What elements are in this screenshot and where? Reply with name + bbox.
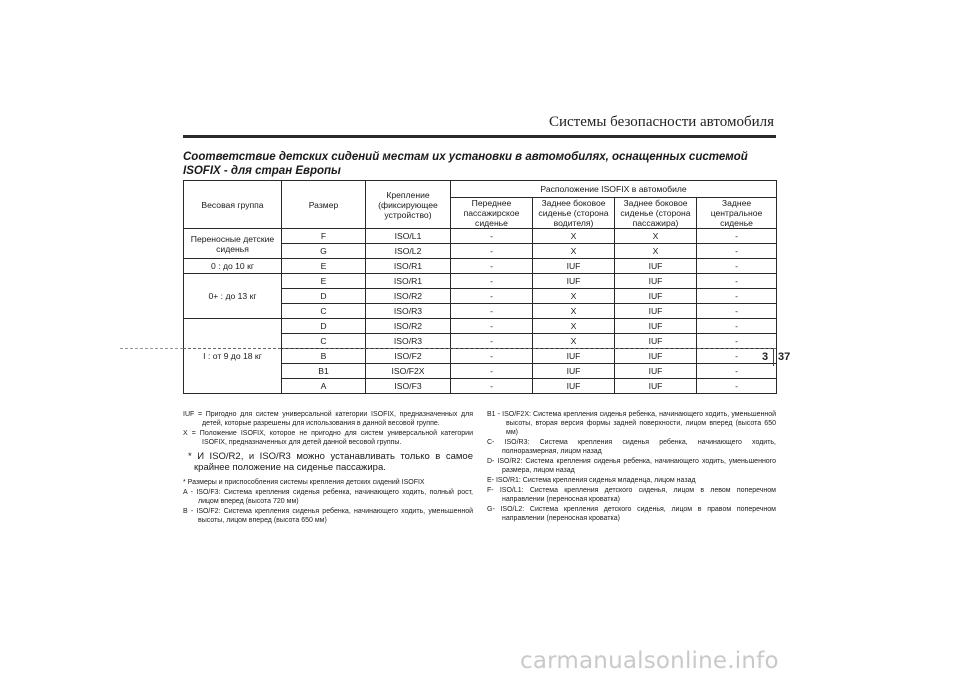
size-cell: G [282, 244, 366, 259]
isofix-compatibility-table [183, 180, 777, 394]
weight-group-cell: 0+ : до 13 кг [184, 274, 282, 319]
value-cell: X [533, 319, 615, 334]
value-cell: IUF [533, 349, 615, 364]
value-cell: IUF [615, 274, 697, 289]
value-cell: IUF [533, 364, 615, 379]
fixture-cell: ISO/F3 [366, 379, 451, 394]
value-cell: IUF [615, 319, 697, 334]
size-cell: A [282, 379, 366, 394]
value-cell: IUF [615, 349, 697, 364]
header-location: Расположение ISOFIX в автомобиле [451, 181, 777, 198]
value-cell: - [697, 349, 777, 364]
value-cell: - [697, 334, 777, 349]
fixture-cell: ISO/R2 [366, 319, 451, 334]
page-number-divider [773, 349, 774, 366]
legend-size-a: A - ISO/F3: Система крепления сиденья ребенка, начинающего ходить, полный рост, лицом вперед (высота 720 мм) [183, 489, 473, 505]
fixture-cell: ISO/R3 [366, 334, 451, 349]
value-cell: - [451, 244, 533, 259]
table-row [184, 259, 777, 274]
size-cell: C [282, 334, 366, 349]
value-cell: - [451, 349, 533, 364]
value-cell: X [533, 289, 615, 304]
legend-size-b1: B1 - ISO/F2X: Система крепления сиденья ребенка, начинающего ходить, уменьшенной высоты, вторая версия формы задней поверхности, лицом вперед (высота 650 мм) [487, 411, 776, 436]
table-row [184, 229, 777, 244]
value-cell: - [451, 289, 533, 304]
value-cell: IUF [615, 304, 697, 319]
header-size: Размер [282, 181, 366, 229]
legend-size-d: D- ISO/R2: Система крепления сиденья ребенка, начинающего ходить, уменьшенного размера, лицом назад [487, 458, 776, 474]
fixture-cell: ISO/F2 [366, 349, 451, 364]
value-cell: - [697, 229, 777, 244]
footer-rule-left [120, 348, 183, 349]
legend-size-g: G- ISO/L2: Система крепления детского сиденья, лицом в правом поперечном направлении (переносная кроватка) [487, 506, 776, 522]
value-cell: IUF [533, 274, 615, 289]
page-number: 37 [778, 351, 791, 363]
fixture-cell: ISO/F2X [366, 364, 451, 379]
fixture-cell: ISO/R1 [366, 259, 451, 274]
value-cell: - [697, 304, 777, 319]
size-cell: E [282, 274, 366, 289]
size-cell: F [282, 229, 366, 244]
legend-size-b: B - ISO/F2: Система крепления сиденья ребенка, начинающего ходить, уменьшенной высоты, лицом вперед (высота 650 мм) [183, 508, 473, 524]
legend-iuf: IUF = Пригодно для систем универсальной категории ISOFIX, предназначенных для детей, которые разрешены для использования в данной весовой группе. [183, 411, 473, 427]
header-front-passenger: Переднее пассажирское сиденье [451, 198, 533, 229]
header-rear-driver-side: Заднее боковое сиденье (сторона водителя) [533, 198, 615, 229]
value-cell: - [451, 259, 533, 274]
legend-size-c: C- ISO/R3: Система крепления сиденья ребенка, начинающего ходить, полноразмерная, лицом назад [487, 439, 776, 455]
size-cell: D [282, 289, 366, 304]
value-cell: - [451, 229, 533, 244]
watermark: carmanualsonline.info [520, 648, 779, 674]
value-cell: X [533, 334, 615, 349]
header-rear-passenger-side: Заднее боковое сиденье (сторона пассажира) [615, 198, 697, 229]
chapter-number: 3 [762, 351, 769, 363]
size-cell: E [282, 259, 366, 274]
value-cell: - [697, 274, 777, 289]
value-cell: - [697, 364, 777, 379]
legend-right [487, 410, 776, 524]
legend-left [183, 410, 473, 526]
fixture-cell: ISO/L2 [366, 244, 451, 259]
value-cell: IUF [533, 379, 615, 394]
fixture-cell: ISO/R2 [366, 289, 451, 304]
header-weight-group: Весовая группа [184, 181, 282, 229]
header-rear-center: Заднее центральное сиденье [697, 198, 777, 229]
size-cell: B [282, 349, 366, 364]
page-header-title: Системы безопасности автомобиля [548, 114, 774, 130]
value-cell: X [615, 229, 697, 244]
value-cell: - [697, 244, 777, 259]
value-cell: - [451, 379, 533, 394]
fixture-cell: ISO/R1 [366, 274, 451, 289]
value-cell: - [697, 319, 777, 334]
value-cell: IUF [615, 334, 697, 349]
legend-size-e: E- ISO/R1: Система крепления сиденья младенца, лицом назад [487, 477, 696, 484]
footer-rule [183, 348, 776, 349]
value-cell: - [451, 274, 533, 289]
size-cell: C [282, 304, 366, 319]
value-cell: - [451, 304, 533, 319]
value-cell: - [697, 379, 777, 394]
legend-note: * И ISO/R2, и ISO/R3 можно устанавливать только в самое крайнее положение на сиденье пассажира. [188, 451, 473, 473]
value-cell: - [451, 364, 533, 379]
value-cell: IUF [533, 259, 615, 274]
legend-x: X = Положение ISOFIX, которое не пригодно для систем универсальной категории ISOFIX, предназначенных для детей данной весовой группы. [183, 430, 473, 446]
value-cell: - [451, 334, 533, 349]
value-cell: IUF [615, 259, 697, 274]
value-cell: X [533, 244, 615, 259]
section-title: Соответствие детских сидений местам их установки в автомобилях, оснащенных системой ISOFIX - для стран Европы [183, 151, 748, 177]
value-cell: IUF [615, 289, 697, 304]
fixture-cell: ISO/R3 [366, 304, 451, 319]
value-cell: X [615, 244, 697, 259]
value-cell: - [697, 289, 777, 304]
value-cell: - [451, 319, 533, 334]
weight-group-cell: I : от 9 до 18 кг [184, 319, 282, 394]
header-fixture: Крепление (фиксирующее устройство) [366, 181, 451, 229]
table-row [184, 274, 777, 289]
value-cell: - [697, 259, 777, 274]
table-row [184, 319, 777, 334]
value-cell: X [533, 304, 615, 319]
value-cell: IUF [615, 364, 697, 379]
value-cell: IUF [615, 379, 697, 394]
size-cell: B1 [282, 364, 366, 379]
weight-group-cell: Переносные детские сиденья [184, 229, 282, 259]
legend-sizes: * Размеры и приспособления системы крепления детских сидений ISOFIX [183, 479, 425, 486]
header-rule [183, 135, 776, 138]
value-cell: X [533, 229, 615, 244]
size-cell: D [282, 319, 366, 334]
weight-group-cell: 0 : до 10 кг [184, 259, 282, 274]
legend-size-f: F- ISO/L1: Система крепления детского сиденья, лицом в левом поперечном направлении (переносная кроватка) [487, 487, 776, 503]
fixture-cell: ISO/L1 [366, 229, 451, 244]
